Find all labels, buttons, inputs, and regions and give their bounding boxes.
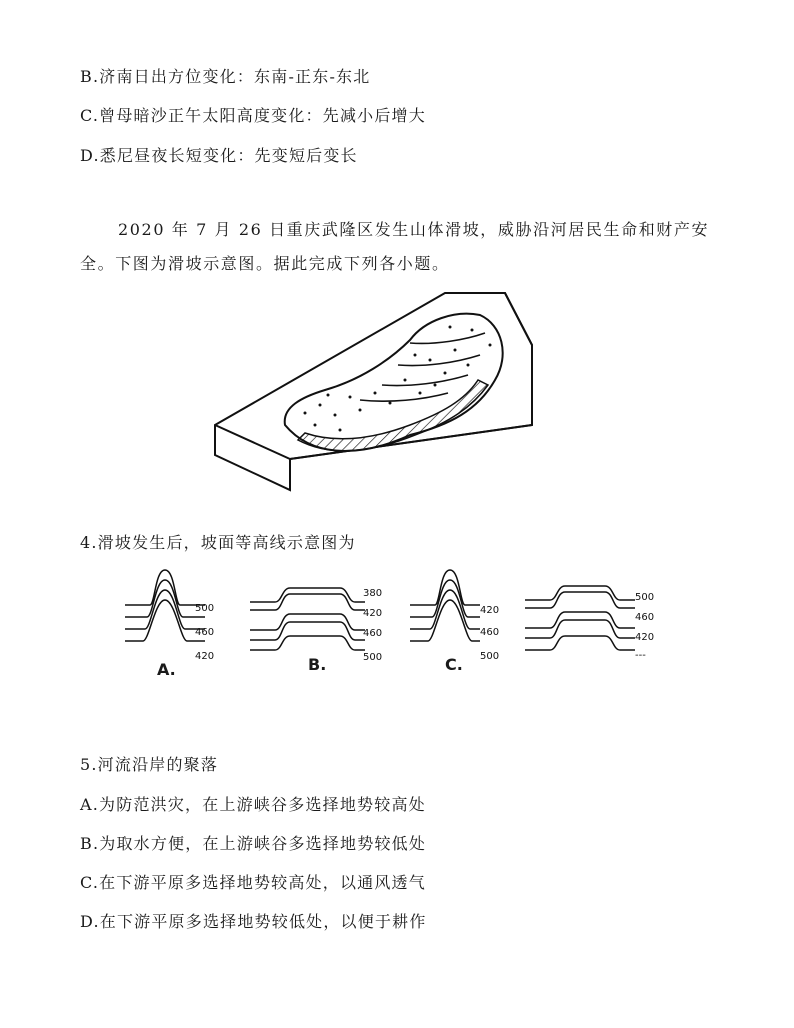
option-b-tick-4: 500 <box>363 652 383 663</box>
option-c-tick-1: 420 <box>480 605 500 616</box>
option-c-label: C. <box>445 655 463 674</box>
q5-stem: 5.河流沿岸的聚落 <box>80 755 219 774</box>
option-d-tick-3: 420 <box>635 632 655 643</box>
passage-paragraph: 2020 年 7 月 26 日重庆武隆区发生山体滑坡，威胁沿河居民生命和财产安全。下图为滑坡示意图。据此完成下列各小题。 <box>80 220 710 273</box>
option-b-label: B. <box>308 655 327 674</box>
q5-option-b: B.为取水方便，在上游峡谷多选择地势较低处 <box>80 834 427 853</box>
q5-option-c: C.在下游平原多选择地势较高处，以通风透气 <box>80 873 426 892</box>
q3-option-b: B.济南日出方位变化：东南-正东-东北 <box>80 67 371 86</box>
option-a-tick-3: 420 <box>195 651 215 660</box>
option-d-tick-2: 460 <box>635 612 655 623</box>
option-a-tick-1: 500 <box>195 603 215 614</box>
option-b-tick-2: 420 <box>363 608 383 619</box>
option-c-tick-2: 460 <box>480 627 500 638</box>
option-a-label: A. <box>157 660 176 679</box>
option-a-tick-2: 460 <box>195 627 215 638</box>
option-b-tick-3: 460 <box>363 628 383 639</box>
q3-option-d: D.悉尼昼夜长短变化：先变短后变长 <box>80 146 358 165</box>
q3-option-c: C.曾母暗沙正午太阳高度变化：先减小后增大 <box>80 106 426 125</box>
landslide-diagram <box>210 285 550 495</box>
option-a-contour-map <box>125 565 225 660</box>
q4-stem: 4.滑坡发生后，坡面等高线示意图为 <box>80 533 356 552</box>
q5-option-a: A.为防范洪灾，在上游峡谷多选择地势较高处 <box>80 795 426 814</box>
option-b-tick-1: 380 <box>363 588 383 599</box>
option-c-contour-map <box>410 565 510 660</box>
option-d-contour-map <box>525 578 665 663</box>
q5-option-d: D.在下游平原多选择地势较低处，以便于耕作 <box>80 912 427 931</box>
option-d-tick-4: --- <box>635 650 646 661</box>
option-c-tick-3: 500 <box>480 651 500 660</box>
option-d-tick-1: 500 <box>635 592 655 603</box>
